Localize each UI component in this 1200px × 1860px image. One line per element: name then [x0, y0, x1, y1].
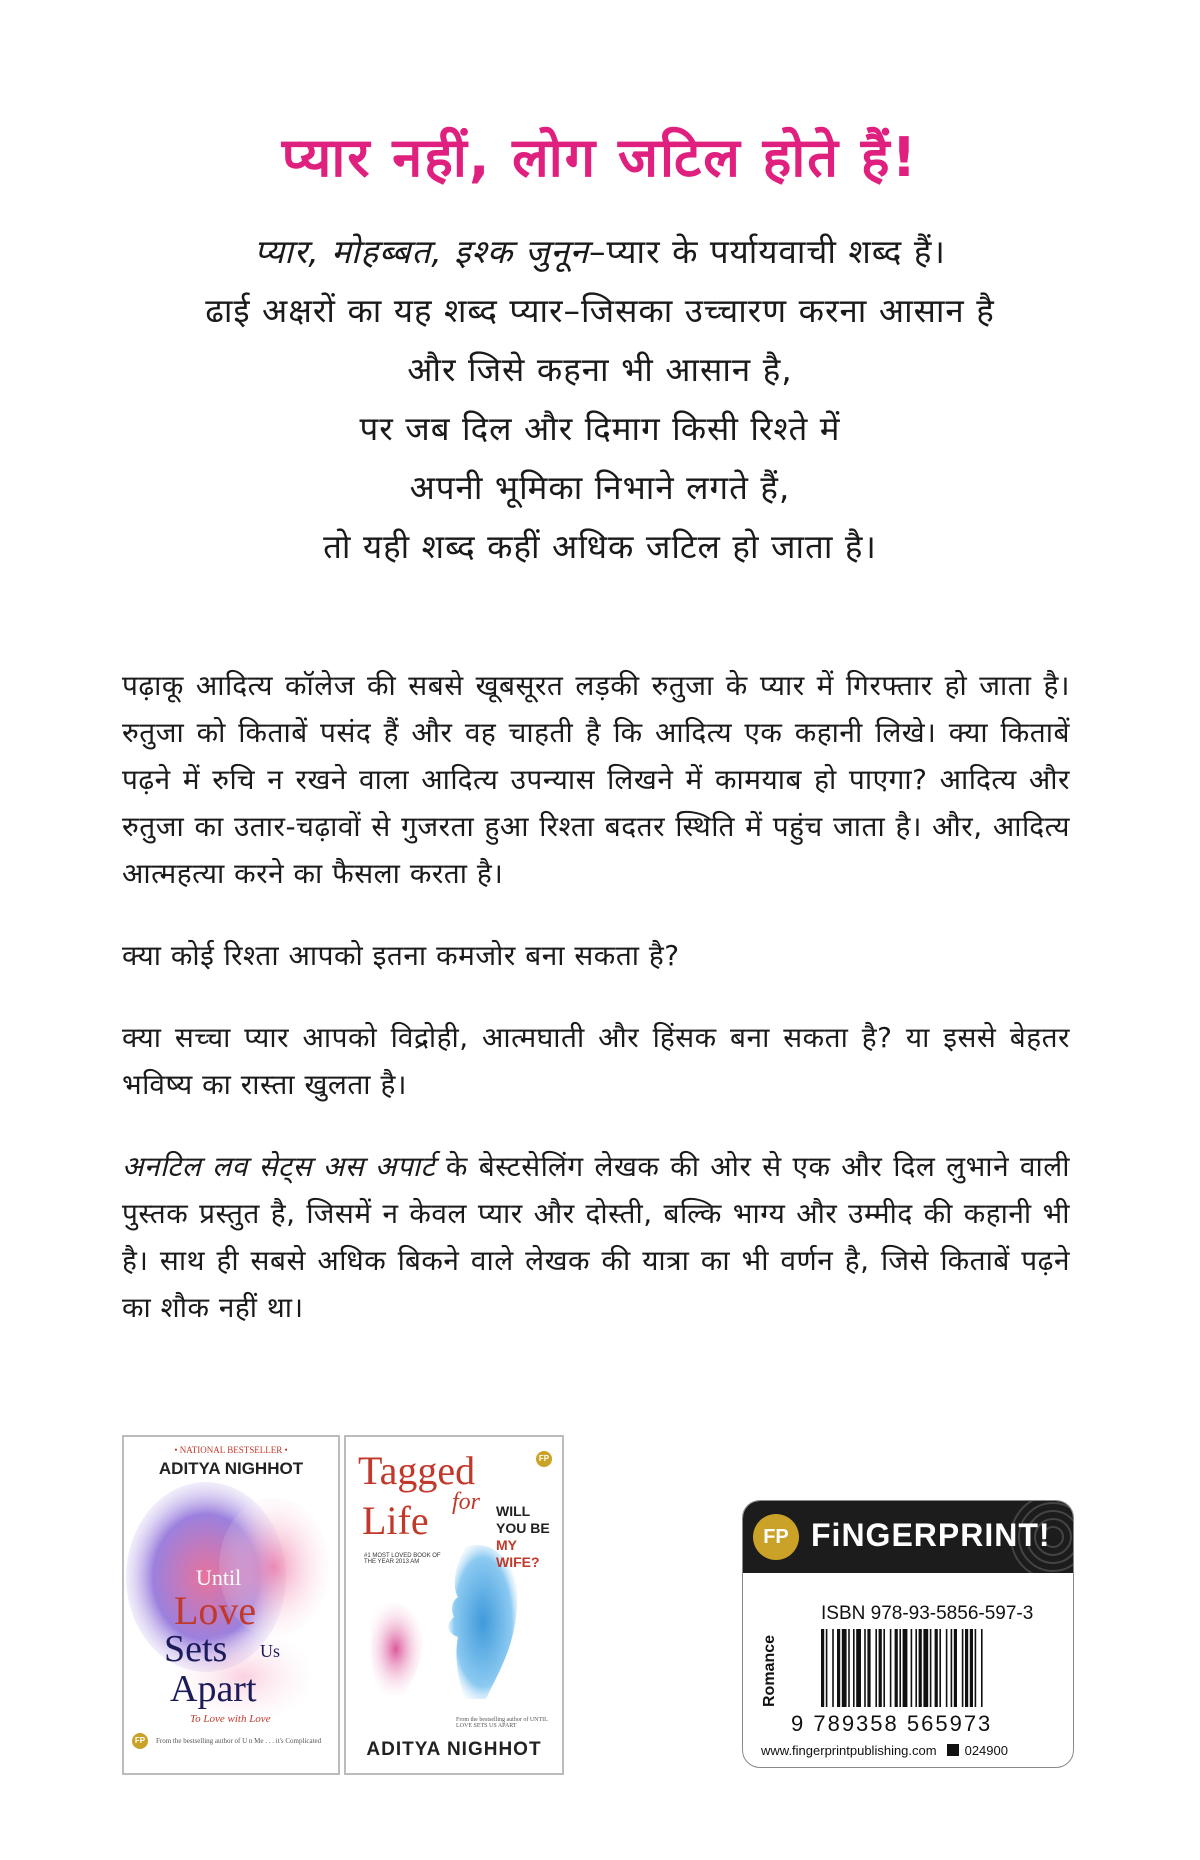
barcode-bar [826, 1629, 828, 1707]
barcode-bar [935, 1629, 938, 1707]
poem-line-1 [100, 222, 1100, 281]
barcode-bar [899, 1629, 901, 1707]
fingerprint-badge-icon: FP [536, 1451, 552, 1467]
book2-footer: From the bestselling author of UNTIL LOVE SETS US APART [456, 1717, 548, 1729]
synopsis-paragraph-4 [122, 1143, 1070, 1331]
barcode-bar [890, 1629, 892, 1707]
synopsis-paragraph-4-rest: के बेस्टसेलिंग लेखक की ओर से एक और दिल लुभाने वाली पुस्तक प्रस्तुत है, जिसमें न केवल प्यार और दोस्ती, बल्कि भाग्य और उम्मीद की कहानी भी है। साथ ही सबसे अधिक बिकने वाले लेखक की यात्रा का भी वर्णन है, जिसे किताबें पढ़ने का शौक नहीं था। [122, 1150, 1070, 1324]
genre-label: Romance [761, 1634, 778, 1707]
book2-award: #1 MOST LOVED BOOK OF THE YEAR 2013 AM [364, 1553, 441, 1565]
isbn-label: ISBN 978-93-5856-597-3 [821, 1603, 1034, 1624]
book2-title-word-2: for [452, 1489, 481, 1515]
poem-line-1-rest: –प्यार के पर्यायवाची शब्द हैं। [588, 232, 946, 271]
barcode-bar [919, 1629, 922, 1707]
poem-line-5: अपनी भूमिका निभाने लगते हैं, [409, 468, 791, 507]
book2-question [496, 1503, 550, 1571]
poem-line-4: पर जब दिल और दिमाग किसी रिश्ते में [359, 409, 841, 448]
barcode-bar [837, 1629, 840, 1707]
poem-line-1-italic: प्यार, मोहब्बत, इश्क जुनून [254, 232, 589, 271]
publisher-logo [743, 1501, 1073, 1573]
back-cover-headline: प्यार नहीं, लोग जटिल होते हैं! [281, 126, 919, 189]
book1-title-word-2: Love [174, 1588, 257, 1633]
isbn-barcode [821, 1629, 1041, 1707]
barcode-bar [848, 1629, 850, 1707]
synopsis-paragraph-3: क्या सच्चा प्यार आपको विद्रोही, आत्मघाती और हिंसक बना सकता है? या इससे बेहतर भविष्य का रास्ता खुलता है। [122, 1021, 1070, 1101]
book-cover-until-love-sets-us-apart [122, 1435, 340, 1775]
barcode-bar [867, 1629, 870, 1707]
barcode-bar [981, 1629, 983, 1707]
book1-title-word-3: Sets [164, 1628, 228, 1670]
barcode-bar [970, 1629, 973, 1707]
barcode-bar [821, 1629, 824, 1707]
barcode-bar [915, 1629, 917, 1707]
book2-question-line-3: MY [496, 1537, 517, 1553]
fingerprint-logo-icon: FP [753, 1514, 799, 1560]
barcode-bar [962, 1629, 964, 1707]
book2-question-line-1: WILL [496, 1503, 531, 1519]
tagline-poem [100, 222, 1100, 576]
synopsis [122, 662, 1070, 1366]
synopsis-paragraph-2: क्या कोई रिश्ता आपको इतना कमजोर बना सकता है? [122, 939, 680, 972]
barcode-bar [856, 1629, 861, 1707]
barcode-bar [864, 1629, 866, 1707]
poem-line-2: ढाई अक्षरों का यह शब्द प्यार–जिसका उच्चारण करना आसान है [205, 291, 995, 330]
barcode-bar [951, 1629, 953, 1707]
barcode-bar [954, 1629, 957, 1707]
barcode-bar [875, 1629, 877, 1707]
publisher-footline [761, 1743, 1008, 1758]
barcode-bar [930, 1629, 932, 1707]
barcode-bar [853, 1629, 855, 1707]
book2-author: ADITYA NIGHHOT [366, 1739, 542, 1760]
barcode-digits: 9 789358 565973 [791, 1711, 993, 1736]
book1-title-word-1: Until [196, 1565, 242, 1590]
square-icon [947, 1744, 959, 1756]
book2-title-word-1: Tagged [358, 1448, 476, 1493]
barcode-bar [879, 1629, 882, 1707]
book2-title-word-3: Life [362, 1498, 429, 1543]
barcode-bar [975, 1629, 977, 1707]
price-code: 024900 [964, 1743, 1008, 1758]
poem-line-6: तो यही शब्द कहीं अधिक जटिल हो जाता है। [323, 527, 877, 566]
barcode-bar [939, 1629, 941, 1707]
publisher-name: FiNGERPRINT! [811, 1517, 1051, 1553]
synopsis-paragraph-1: पढ़ाकू आदित्य कॉलेज की सबसे खूबसूरत लड़की रुतुजा के प्यार में गिरफ्तार हो जाता है। रुतुजा को किताबें पसंद हैं और वह चाहती है कि आदित्य एक कहानी लिखे। क्या किताबें पढ़ने में रुचि न रखने वाला आदित्य उपन्यास लिखने में कामयाब हो पाएगा? आदित्य और रुतुजा का उतार-चढ़ावों से गुजरता हुआ रिश्ता बदतर स्थिति में पहुंच जाता है। और, आदित्य आत्महत्या करने का फैसला करता है। [122, 669, 1070, 890]
barcode-bar [965, 1629, 968, 1707]
book1-title-word-5: Apart [170, 1668, 257, 1710]
book2-question-line-2: YOU BE [496, 1520, 550, 1536]
fingerprint-badge-icon: FP [132, 1733, 148, 1749]
referenced-book-title: अनटिल लव सेट्स अस अपार्ट [122, 1150, 436, 1183]
barcode-bar [842, 1629, 847, 1707]
book1-tagline: To Love with Love [190, 1713, 271, 1725]
publisher-barcode-panel [742, 1500, 1074, 1768]
barcode-bar [911, 1629, 913, 1707]
poem-line-3: और जिसे कहना भी आसान है, [407, 350, 793, 389]
book1-title-word-4: Us [260, 1641, 281, 1661]
publisher-website: www.fingerprintpublishing.com [761, 1743, 937, 1758]
barcode-bar [923, 1629, 928, 1707]
book-cover-tagged-for-life [344, 1435, 564, 1775]
book1-footer: From the bestselling author of U n Me . . . it's Complicated [156, 1737, 322, 1745]
book1-author: ADITYA NIGHHOT [158, 1459, 304, 1478]
bestseller-label: • NATIONAL BESTSELLER • [174, 1445, 288, 1455]
barcode-bar [946, 1629, 948, 1707]
barcode-bar [883, 1629, 885, 1707]
barcode-bar [832, 1629, 834, 1707]
book2-question-line-4: WIFE? [496, 1554, 540, 1570]
barcode-bar [895, 1629, 898, 1707]
barcode-bar [903, 1629, 908, 1707]
